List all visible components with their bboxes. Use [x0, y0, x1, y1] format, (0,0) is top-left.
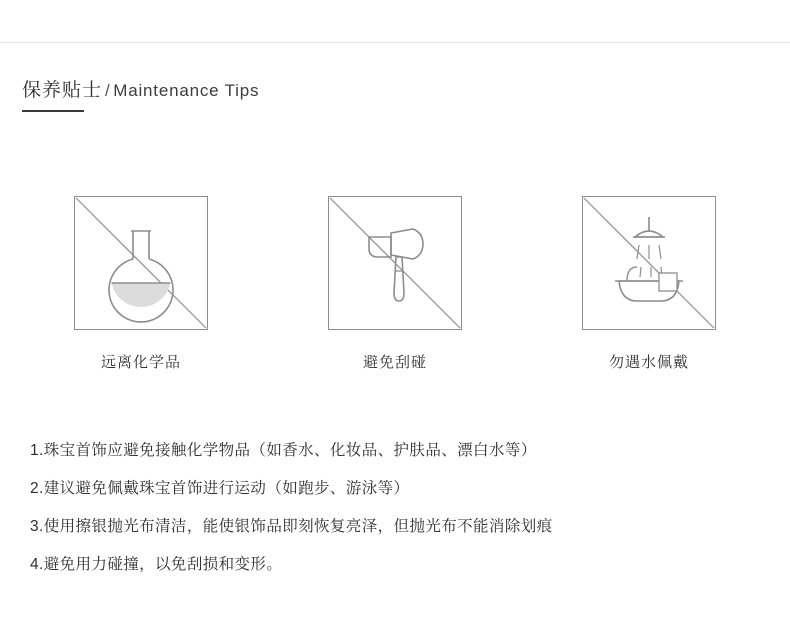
icon-caption: 远离化学品 — [100, 354, 181, 371]
shower-crossed-out-icon — [582, 196, 716, 330]
note-item: 4.避免用力碰撞，以免刮损和变形。 — [30, 556, 283, 573]
note-item: 3.使用擦银抛光布清洁，能使银饰品即刻恢复亮泽，但抛光布不能消除划痕 — [30, 518, 553, 535]
icon-row — [0, 196, 790, 372]
hammer-crossed-out-icon — [328, 196, 462, 330]
note-item: 1.珠宝首饰应避免接触化学物品（如香水、化妆品、护肤品、漂白水等） — [30, 442, 537, 459]
page-title-cn: 保养贴士 — [22, 80, 103, 101]
page-title-separator: / — [105, 81, 111, 100]
icon-item-no-scratching — [328, 196, 462, 372]
notes-list — [30, 432, 760, 584]
icon-item-no-chemicals — [74, 196, 208, 372]
icon-item-no-water — [582, 196, 716, 372]
note-item: 2.建议避免佩戴珠宝首饰进行运动（如跑步、游泳等） — [30, 480, 410, 497]
page-title-underline — [22, 110, 84, 112]
flask-crossed-out-icon — [74, 196, 208, 330]
page-title-text — [22, 78, 259, 104]
page-title — [22, 78, 259, 104]
page-title-en: Maintenance Tips — [113, 81, 260, 100]
icon-caption: 勿遇水佩戴 — [608, 354, 689, 371]
icon-caption: 避免刮碰 — [362, 354, 427, 371]
top-divider — [0, 42, 790, 43]
